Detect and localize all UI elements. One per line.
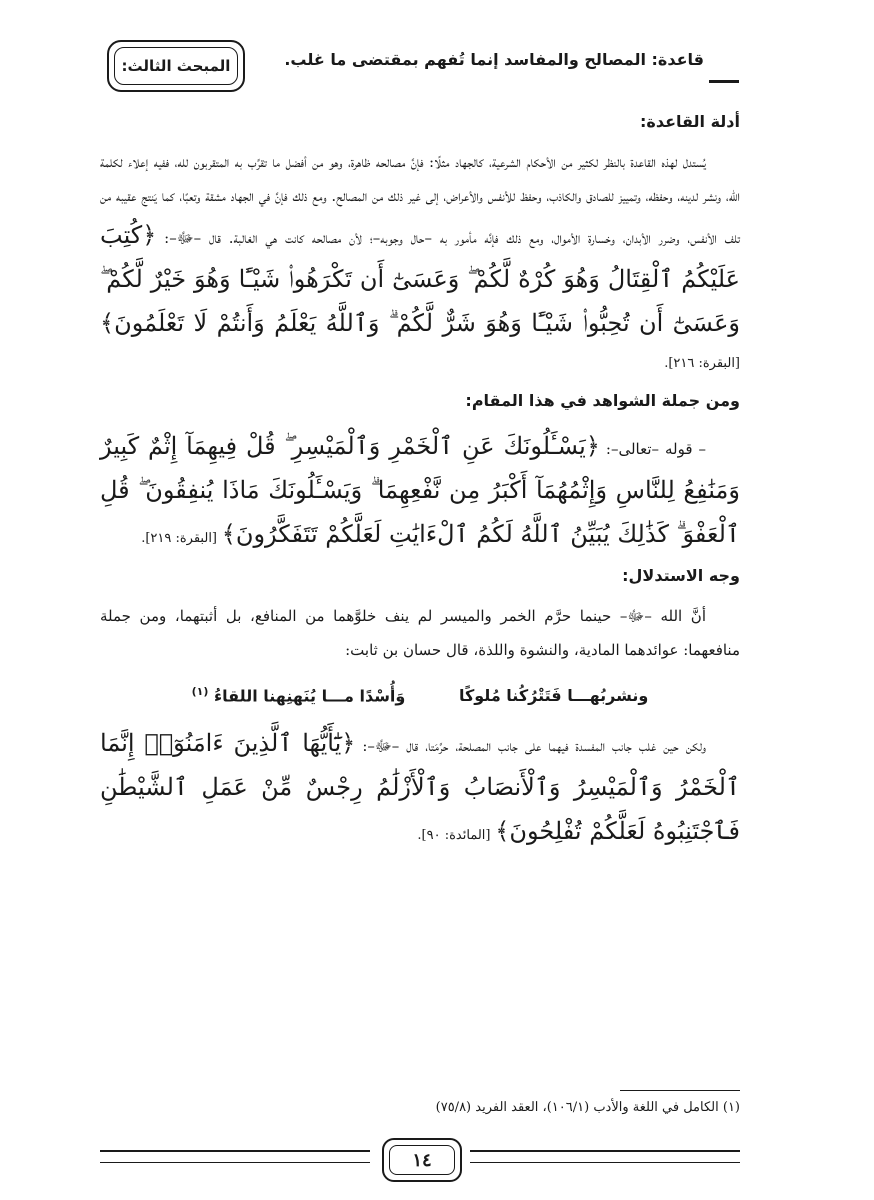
section-label-box [107, 40, 245, 92]
heading-evidences-list: ومن جملة الشواهد في هذا المقام: [465, 391, 740, 410]
paragraph-reasoning: أنَّ الله –ﷻ– حينما حرَّم الخمر والميسر لم ينف خلوَّهما من المنافع، بل أثبتهما، ومن جملة منافعهما: عوائدهما المادية، والنشوة واللذة، قال حسان بن ثابت: [100, 607, 740, 659]
quran-verse-maidah-90: ﴿يَٰٓأَيُّهَا ٱلَّذِينَ ءَامَنُوٓا۟ إِنَّمَا ٱلْخَمْرُ وَٱلْمَيْسِرُ وَٱلْأَنصَابُ وَٱلْأَزْلَٰمُ رِجْسٌ مِّنْ عَمَلِ ٱلشَّيْطَٰنِ فَٱجْتَنِبُوهُ لَعَلَّكُمْ تُفْلِحُونَ﴾ [100, 729, 740, 846]
footer-rule-right [470, 1150, 740, 1163]
footnote: (١) الكامل في اللغة والأدب (١٠٦/١)، العقد الفريد (٧٥/٨) [435, 1100, 740, 1115]
footer-rule-left [100, 1150, 370, 1163]
verse-intro: – قوله –تعالى–: [605, 440, 706, 458]
poem-second-hemistich [192, 685, 406, 705]
poem-verse [100, 685, 740, 705]
paragraph-wine [100, 424, 740, 556]
verse-reference-216: [البقرة: ٢١٦]. [664, 356, 740, 371]
section-label: المبحث الثالث: [121, 57, 231, 75]
page-content [100, 102, 740, 853]
heading-evidence: أدلة القاعدة: [639, 112, 740, 131]
footnote-marker: (١) [191, 685, 209, 698]
verse-reference-90: [المائدة: ٩٠]. [417, 828, 491, 844]
page-number-text: ١٤ [412, 1149, 432, 1171]
poem-first-hemistich: ونشربُهـــا فَتَتْرُكُنا مُلوكًا [458, 686, 649, 706]
page-footer [100, 1138, 740, 1182]
paragraph-jihad [100, 145, 740, 381]
heading-reasoning: وجه الاستدلال: [622, 566, 740, 585]
quran-verse-baqarah-216: ﴿كُتِبَ عَلَيْكُمُ ٱلْقِتَالُ وَهُوَ كُرْهٌ لَّكُمْ ۖ وَعَسَىٰٓ أَن تَكْرَهُوا۟ شَيْـًٔا وَهُوَ خَيْرٌ لَّكُمْ ۖ وَعَسَىٰٓ أَن تُحِبُّوا۟ شَيْـًٔا وَهُوَ شَرٌّ لَّكُمْ ۗ وَٱللَّهُ يَعْلَمُ وَأَنتُمْ لَا تَعْلَمُونَ﴾ [100, 221, 740, 337]
footnote-separator [620, 1090, 740, 1091]
paragraph-jihad-text: يُستدل لهذه القاعدة بالنظر لكثير من الأحكام الشرعية، كالجهاد مثلًا: فإنَّ مصالحه ظاهرة، وهو من أفضل ما تقرَّب به المتقربون لله، ففيه إعلاء لكلمة الله، ونشر لدينه، وحفظه، وتمييز للصادق والكاذب، وحفظ للأنفس والأعراض، إلى غير ذلك من المصالح. ومع ذلك فإنَّ في الجهاد مشقة وتعبًا، كما يَنتج عقيبه من تلف الأنفس، وضرر الأبدان، وخسارة الأموال، ومع ذلك فإنَّه مأمور به –حال وجوبه–؛ لأن مصالحه كانت هي الغالبة. قال –ﷻ–: [100, 153, 740, 247]
running-title: قاعدة: المصالح والمفاسد إنما تُفهم بمقتضى ما غلب. [284, 50, 704, 69]
quran-verse-baqarah-219: ﴿يَسْـَٔلُونَكَ عَنِ ٱلْخَمْرِ وَٱلْمَيْسِرِ ۖ قُلْ فِيهِمَآ إِثْمٌ كَبِيرٌ وَمَنَٰفِعُ لِلنَّاسِ وَإِثْمُهُمَآ أَكْبَرُ مِن نَّفْعِهِمَا ۗ وَيَسْـَٔلُونَكَ مَاذَا يُنفِقُونَ ۖ قُلِ ٱلْعَفْوَ ۗ كَذَٰلِكَ يُبَيِّنُ ٱللَّهُ لَكُمُ ٱلْءَايَٰتِ لَعَلَّكُمْ تَتَفَكَّرُونَ﴾ [100, 432, 740, 548]
paragraph-prohibition-text: ولكن حين غلب جانب المفسدة فيهما على جانب المصلحة، حرَّمَتا، قال –ﷻ–: [362, 737, 706, 756]
page-number [382, 1138, 462, 1182]
header-rule [709, 80, 739, 83]
poem-second-hemistich-text: وَأُسْدًا مـــا يُنَهنِهنا اللقاءُ [213, 686, 406, 706]
verse-reference-219: [البقرة: ٢١٩]. [141, 531, 217, 546]
paragraph-prohibition [100, 721, 740, 853]
